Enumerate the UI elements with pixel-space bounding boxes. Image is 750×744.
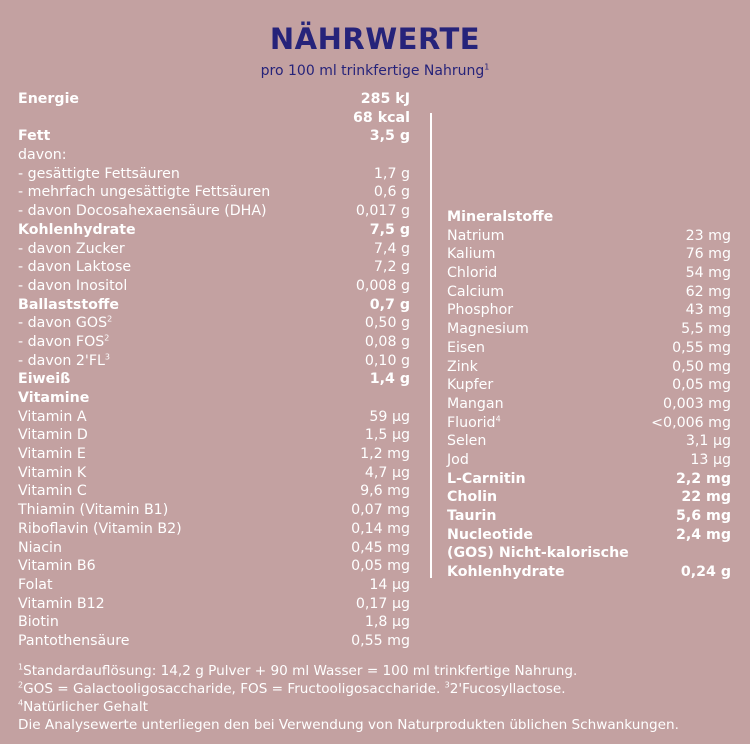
nutrient-value: 23 mg xyxy=(685,227,731,244)
nutrient-row xyxy=(18,370,410,389)
nutrient-label-text: Thiamin (Vitamin B1) xyxy=(18,502,169,519)
nutrient-value: 68 kcal xyxy=(353,109,410,126)
nutrient-value: 0,17 µg xyxy=(355,595,410,612)
nutrient-label-text: - davon FOS xyxy=(18,333,105,350)
nutrient-label-text: Mangan xyxy=(447,395,504,412)
nutrient-row xyxy=(447,320,731,339)
nutrient-label-text: - davon 2'FL xyxy=(18,352,105,369)
nutrient-row xyxy=(447,395,731,414)
footnote-line xyxy=(18,698,743,716)
nutrient-label-text: Nucleotide xyxy=(447,526,534,543)
footnote-line xyxy=(18,662,743,680)
nutrient-value: 0,08 g xyxy=(364,333,410,350)
nutrient-label xyxy=(18,445,86,464)
nutrient-label-text: Energie xyxy=(18,91,80,107)
nutrient-label xyxy=(447,208,553,227)
footnote-text: Die Analysewerte unterliegen den bei Verwendung von Naturprodukten üblichen Schwankungen. xyxy=(18,717,679,733)
nutrient-value: 1,8 µg xyxy=(364,614,410,631)
nutrient-label-text: Vitamin K xyxy=(18,464,87,481)
nutrient-label xyxy=(447,451,469,470)
nutrient-label xyxy=(18,370,70,389)
footnote-marker: 3 xyxy=(104,351,110,361)
nutrient-label xyxy=(18,464,86,483)
nutrient-label-text: Vitamin A xyxy=(18,408,87,425)
nutrient-value: 0,017 g xyxy=(355,203,410,220)
nutrient-label xyxy=(18,408,87,427)
nutrient-label xyxy=(447,414,501,433)
nutrient-label-text: Taurin xyxy=(447,508,497,524)
footnote-line xyxy=(18,680,743,698)
nutrient-value: 5,5 mg xyxy=(681,321,731,338)
nutrient-row xyxy=(18,146,410,165)
nutrient-row xyxy=(18,314,410,333)
nutrient-label xyxy=(18,90,79,109)
footnote-number: 4 xyxy=(18,698,24,708)
footnotes xyxy=(18,662,743,734)
footnote-marker: 2 xyxy=(104,333,110,343)
nutrient-value: 1,7 g xyxy=(373,165,410,182)
nutrient-label-text: Natrium xyxy=(447,227,505,244)
nutrient-label-text: Vitamin C xyxy=(18,483,87,500)
nutrient-label-text: Zink xyxy=(447,358,478,375)
nutrient-value: 5,6 mg xyxy=(675,508,731,524)
nutrient-label xyxy=(18,146,67,165)
nutrient-value: 14 µg xyxy=(369,576,410,593)
nutrient-value: <0,006 mg xyxy=(651,414,731,431)
nutrient-label xyxy=(447,283,504,302)
nutrient-row xyxy=(18,557,410,576)
nutrient-value: 0,7 g xyxy=(369,296,410,313)
nutrient-row xyxy=(18,90,410,109)
footnote-text: GOS = Galactooligosaccharide, FOS = Fructooligosaccharide. xyxy=(23,681,445,697)
nutrient-value: 2,4 mg xyxy=(675,526,731,543)
nutrient-value: 3,1 µg xyxy=(685,433,731,450)
nutrient-label xyxy=(447,544,629,563)
nutrient-label xyxy=(447,470,526,489)
nutrient-row xyxy=(18,595,410,614)
nutrient-row xyxy=(447,376,731,395)
nutrient-row xyxy=(18,539,410,558)
nutrient-row xyxy=(447,432,731,451)
nutrient-label xyxy=(447,376,493,395)
nutrient-label-text: (GOS) Nicht-kalorische xyxy=(447,545,629,562)
nutrient-row xyxy=(18,352,410,371)
nutrient-row xyxy=(18,183,410,202)
nutrient-value: 7,5 g xyxy=(369,221,410,238)
nutrient-label-text: Phosphor xyxy=(447,302,514,319)
nutrient-label xyxy=(18,240,125,259)
nutrient-label-text: Chlorid xyxy=(447,265,498,282)
nutrient-label xyxy=(18,501,168,520)
nutrient-label-text: Eisen xyxy=(447,339,486,356)
nutrient-label xyxy=(447,563,565,582)
nutrient-value: 3,5 g xyxy=(369,128,410,145)
nutrient-label-text: Vitamin B12 xyxy=(18,595,105,612)
nutrient-row xyxy=(18,277,410,296)
nutrient-value: 13 µg xyxy=(690,451,731,468)
nutrient-label xyxy=(18,613,59,632)
nutrient-row xyxy=(447,208,731,227)
nutrient-row xyxy=(18,482,410,501)
nutrient-row xyxy=(18,613,410,632)
nutrient-row xyxy=(18,296,410,315)
nutrient-label-text: L-Carnitin xyxy=(447,470,526,487)
nutrient-label xyxy=(18,632,129,651)
nutrient-row xyxy=(447,544,731,563)
nutrient-value: 0,10 g xyxy=(364,352,410,369)
nutrient-label-text: davon: xyxy=(18,147,67,164)
nutrient-label-text: - davon Zucker xyxy=(18,240,125,257)
footnote-number: 1 xyxy=(18,662,24,672)
nutrient-label xyxy=(447,339,485,358)
nutrient-label-text: Pantothensäure xyxy=(18,632,130,649)
nutrient-value: 0,14 mg xyxy=(351,520,410,537)
nutrient-value: 0,05 mg xyxy=(351,558,410,575)
nutrient-label-text: Kohlenhydrate xyxy=(447,564,565,581)
footnote-text: Standardauflösung: 14,2 g Pulver + 90 ml Wasser = 100 ml trinkfertige Nahrung. xyxy=(23,663,578,679)
nutrient-value: 43 mg xyxy=(685,302,731,319)
nutrient-row xyxy=(447,339,731,358)
nutrient-label xyxy=(447,264,497,283)
nutrient-row xyxy=(447,245,731,264)
nutrient-row xyxy=(447,488,731,507)
nutrient-label-text: Ballaststoffe xyxy=(18,296,120,313)
nutrient-column-left xyxy=(18,90,410,651)
nutrient-label-text: Selen xyxy=(447,433,487,450)
nutrient-row xyxy=(18,426,410,445)
nutrient-value: 0,50 mg xyxy=(672,358,731,375)
nutrient-label xyxy=(447,395,504,414)
nutrient-label xyxy=(18,426,88,445)
nutrient-value: 0,008 g xyxy=(355,277,410,294)
nutrient-label xyxy=(18,482,87,501)
page-subtitle xyxy=(0,63,750,79)
nutrient-label xyxy=(18,277,127,296)
nutrient-row xyxy=(447,526,731,545)
nutrient-label xyxy=(18,389,89,408)
nutrient-label xyxy=(18,314,112,333)
nutrient-label-text: Vitamin B6 xyxy=(18,558,96,575)
nutrient-label-text: - davon Inositol xyxy=(18,277,128,294)
nutrient-row xyxy=(447,470,731,489)
nutrient-value: 1,2 mg xyxy=(360,446,410,463)
page-title: NÄHRWERTE xyxy=(269,22,481,56)
nutrient-row xyxy=(18,576,410,595)
column-divider xyxy=(430,113,432,578)
nutrient-label xyxy=(18,557,96,576)
nutrient-label xyxy=(18,258,131,277)
nutrient-label-text: Kupfer xyxy=(447,377,494,394)
nutrient-label-text: Kalium xyxy=(447,246,496,263)
nutrient-label-text: - gesättigte Fettsäuren xyxy=(18,165,180,182)
nutrient-label-text: Kohlenhydrate xyxy=(18,221,136,238)
nutrient-value: 0,55 mg xyxy=(351,632,410,649)
nutrient-value: 0,45 mg xyxy=(351,539,410,556)
nutrient-value: 7,4 g xyxy=(373,240,410,257)
nutrient-label-text: Cholin xyxy=(447,489,498,506)
nutrient-label-text: Niacin xyxy=(18,539,62,556)
nutrient-label-text: Fluorid xyxy=(447,414,496,431)
nutrient-row xyxy=(18,408,410,427)
nutrient-label xyxy=(447,320,529,339)
nutrient-label xyxy=(447,227,504,246)
nutrient-value: 0,6 g xyxy=(373,184,410,201)
nutrient-label xyxy=(447,358,478,377)
nutrient-value: 1,4 g xyxy=(369,371,410,388)
nutrient-row xyxy=(447,227,731,246)
nutrient-value: 285 kJ xyxy=(360,91,410,107)
footnote-text: 2'Fucosyllactose. xyxy=(449,681,566,697)
nutrient-row xyxy=(447,283,731,302)
nutrient-label-text: Vitamin D xyxy=(18,427,88,444)
nutrient-value: 9,6 mg xyxy=(360,483,410,500)
nutrient-label-text: Mineralstoffe xyxy=(447,209,554,225)
subtitle-footnote-marker: 1 xyxy=(484,62,490,72)
nutrient-column-right xyxy=(447,208,731,582)
nutrient-label xyxy=(18,183,270,202)
nutrient-label-text: Vitamin E xyxy=(18,446,86,463)
nutrient-row xyxy=(447,358,731,377)
nutrient-label-text: Jod xyxy=(447,451,469,468)
nutrient-row xyxy=(18,258,410,277)
nutrient-label-text: Folat xyxy=(18,576,53,593)
nutrient-label xyxy=(447,526,533,545)
nutrient-value: 76 mg xyxy=(685,246,731,263)
nutrient-label xyxy=(18,333,109,352)
nutrient-label xyxy=(18,576,53,595)
nutrient-label xyxy=(18,539,62,558)
footnote-marker: 4 xyxy=(495,413,501,423)
nutrient-row xyxy=(18,221,410,240)
nutrient-label-text: Riboflavin (Vitamin B2) xyxy=(18,520,182,537)
nutrient-row xyxy=(18,109,410,128)
nutrient-label-text: - davon Docosahexaensäure (DHA) xyxy=(18,203,267,220)
nutrient-label xyxy=(18,352,110,371)
nutrient-value: 0,05 mg xyxy=(672,377,731,394)
nutrient-label xyxy=(447,245,495,264)
nutrient-label xyxy=(447,301,513,320)
nutrient-row xyxy=(447,301,731,320)
nutrient-value: 54 mg xyxy=(685,265,731,282)
nutrient-label-text: Calcium xyxy=(447,283,505,300)
nutrient-row xyxy=(447,507,731,526)
nutrient-row xyxy=(447,563,731,582)
nutrient-label-text: - davon Laktose xyxy=(18,259,132,276)
nutrient-label-text: Magnesium xyxy=(447,321,529,338)
nutrient-row xyxy=(447,264,731,283)
nutrient-label xyxy=(447,432,486,451)
nutrient-label-text: Biotin xyxy=(18,614,59,631)
subtitle-text: pro 100 ml trinkfertige Nahrung xyxy=(260,63,485,79)
nutrient-label xyxy=(18,127,50,146)
footnote-number: 2 xyxy=(18,680,24,690)
nutrient-label-text: Eiweiß xyxy=(18,371,71,388)
nutrient-label xyxy=(18,595,105,614)
nutrient-value: 7,2 g xyxy=(373,259,410,276)
nutrient-value: 0,55 mg xyxy=(672,339,731,356)
footnote-line xyxy=(18,716,743,734)
nutrient-row xyxy=(447,451,731,470)
footnote-number: 3 xyxy=(444,680,450,690)
nutrient-value: 2,2 mg xyxy=(675,470,731,487)
nutrient-value: 62 mg xyxy=(685,283,731,300)
nutrient-label xyxy=(18,296,119,315)
nutrient-label xyxy=(447,507,496,526)
nutrient-label-text: - mehrfach ungesättigte Fettsäuren xyxy=(18,184,271,201)
footnote-text: Natürlicher Gehalt xyxy=(23,699,148,715)
nutrient-value: 1,5 µg xyxy=(364,427,410,444)
nutrient-label xyxy=(18,165,180,184)
nutrient-row xyxy=(18,520,410,539)
nutrient-label-text: - davon GOS xyxy=(18,315,108,332)
nutrient-row xyxy=(18,333,410,352)
nutrient-row xyxy=(18,464,410,483)
nutrient-value: 0,07 mg xyxy=(351,502,410,519)
nutrient-row xyxy=(18,632,410,651)
nutrient-row xyxy=(447,414,731,433)
nutrient-row xyxy=(18,240,410,259)
nutrient-row xyxy=(18,202,410,221)
nutrient-label-text: Vitamine xyxy=(18,390,90,406)
nutrient-label-text: Fett xyxy=(18,128,51,145)
nutrient-row xyxy=(18,501,410,520)
nutrient-row xyxy=(18,165,410,184)
footnote-marker: 2 xyxy=(107,314,113,324)
nutrient-row xyxy=(18,389,410,408)
nutrient-value: 0,003 mg xyxy=(663,395,731,412)
nutrient-label xyxy=(18,520,182,539)
nutrient-value: 0,24 g xyxy=(680,564,731,581)
nutrient-value: 4,7 µg xyxy=(364,464,410,481)
nutrient-value: 0,50 g xyxy=(364,315,410,332)
nutrient-label xyxy=(18,202,267,221)
nutrient-row xyxy=(18,445,410,464)
nutrient-label xyxy=(447,488,497,507)
nutrient-row xyxy=(18,127,410,146)
nutrient-value: 59 µg xyxy=(369,408,410,425)
nutrient-label xyxy=(18,221,136,240)
nutrient-value: 22 mg xyxy=(681,489,731,506)
